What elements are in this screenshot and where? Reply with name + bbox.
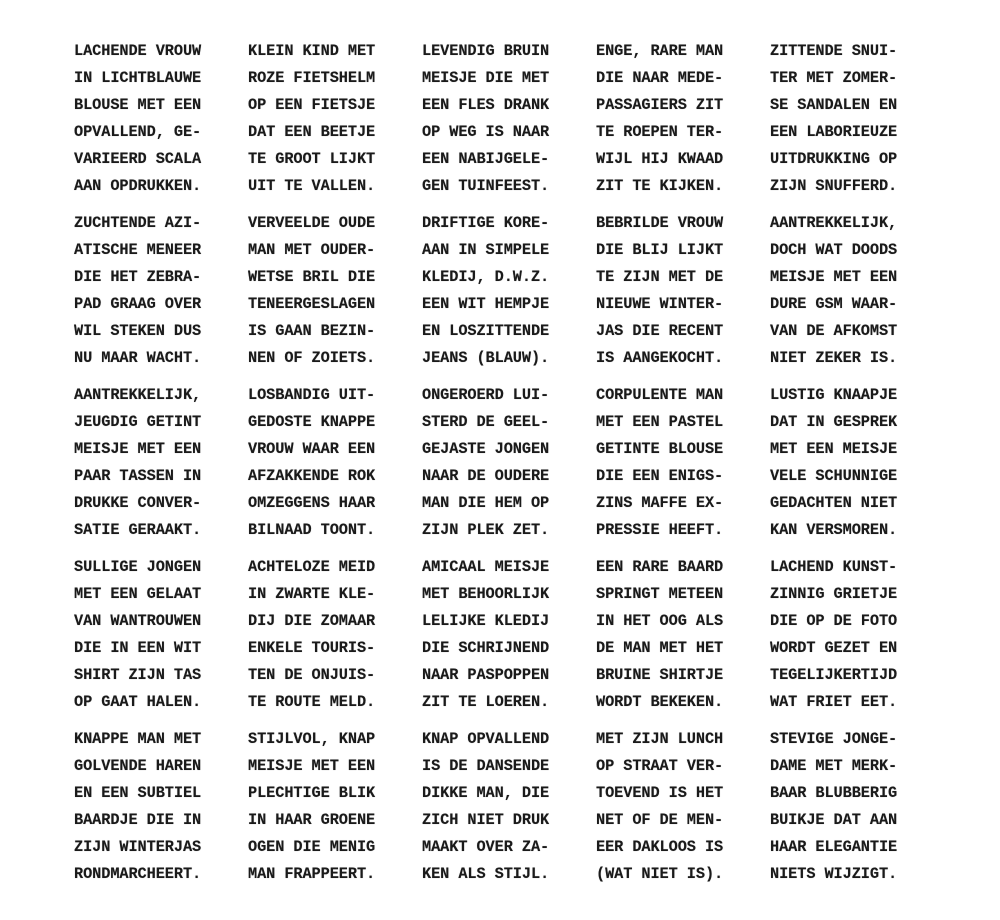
text-line: ZINS MAFFE EX-: [596, 494, 724, 512]
text-line: ZICH NIET DRUK: [422, 811, 550, 829]
text-line: ZIJN SNUFFERD.: [770, 177, 898, 195]
text-line: PAD GRAAG OVER: [74, 295, 202, 313]
text-line: ZIJN WINTERJAS: [74, 838, 202, 856]
text-line: DIE SCHRIJNEND: [422, 639, 550, 657]
text-line: WORDT BEKEKEN.: [596, 693, 724, 711]
text-line: WAT FRIET EET.: [770, 693, 898, 711]
text-block-23: [422, 726, 596, 898]
text-line: MAN MET OUDER-: [248, 241, 376, 259]
text-line: NAAR DE OUDERE: [422, 467, 550, 485]
text-line: TE GROOT LIJKT: [248, 150, 376, 168]
text-line: OGEN DIE MENIG: [248, 838, 376, 856]
text-line: TER MET ZOMER-: [770, 69, 898, 87]
text-line: EEN WIT HEMPJE: [422, 295, 550, 313]
text-block-8: [422, 210, 596, 382]
text-line: DIE OP DE FOTO: [770, 612, 898, 630]
text-line: UIT TE VALLEN.: [248, 177, 376, 195]
text-line: MEISJE MET EEN: [770, 268, 898, 286]
text-block-12: [248, 382, 422, 554]
text-line: BLOUSE MET EEN: [74, 96, 202, 114]
text-line: KNAPPE MAN MET: [74, 730, 202, 748]
text-line: DIE IN EEN WIT: [74, 639, 202, 657]
text-line: TEN DE ONJUIS-: [248, 666, 376, 684]
text-line: PLECHTIGE BLIK: [248, 784, 376, 802]
text-block-9: [596, 210, 770, 382]
text-block-10: [770, 210, 944, 382]
text-line: OP WEG IS NAAR: [422, 123, 550, 141]
text-line: KEN ALS STIJL.: [422, 865, 550, 883]
text-line: PRESSIE HEEFT.: [596, 521, 724, 539]
text-line: AAN IN SIMPELE: [422, 241, 550, 259]
text-line: HAAR ELEGANTIE: [770, 838, 898, 856]
text-line: EEN FLES DRANK: [422, 96, 550, 114]
text-line: TE ROEPEN TER-: [596, 123, 724, 141]
text-line: VROUW WAAR EEN: [248, 440, 376, 458]
text-line: GEDOSTE KNAPPE: [248, 413, 376, 431]
text-line: ZIT TE LOEREN.: [422, 693, 550, 711]
text-line: ENGE, RARE MAN: [596, 42, 724, 60]
text-block-24: [596, 726, 770, 898]
text-line: NIET ZEKER IS.: [770, 349, 898, 367]
text-line: MET EEN GELAAT: [74, 585, 202, 603]
text-line: STERD DE GEEL-: [422, 413, 550, 431]
text-line: NAAR PASPOPPEN: [422, 666, 550, 684]
text-block-7: [248, 210, 422, 382]
text-line: LELIJKE KLEDIJ: [422, 612, 550, 630]
text-line: MAN DIE HEM OP: [422, 494, 550, 512]
text-line: MET EEN PASTEL: [596, 413, 724, 431]
text-line: STIJLVOL, KNAP: [248, 730, 376, 748]
text-line: VAN DE AFKOMST: [770, 322, 898, 340]
text-line: AANTREKKELIJK,: [770, 214, 898, 232]
text-line: NET OF DE MEN-: [596, 811, 724, 829]
text-line: LUSTIG KNAAPJE: [770, 386, 898, 404]
text-line: GEN TUINFEEST.: [422, 177, 550, 195]
text-line: BUIKJE DAT AAN: [770, 811, 898, 829]
text-line: TENEERGESLAGEN: [248, 295, 376, 313]
text-line: AAN OPDRUKKEN.: [74, 177, 202, 195]
text-line: NIEUWE WINTER-: [596, 295, 724, 313]
text-line: KAN VERSMOREN.: [770, 521, 898, 539]
text-line: IS GAAN BEZIN-: [248, 322, 376, 340]
text-line: PASSAGIERS ZIT: [596, 96, 724, 114]
text-block-5: [770, 38, 944, 210]
text-line: IN HAAR GROENE: [248, 811, 376, 829]
text-line: TOEVEND IS HET: [596, 784, 724, 802]
text-block-25: [770, 726, 944, 898]
text-line: ZITTENDE SNUI-: [770, 42, 898, 60]
text-line: DIE NAAR MEDE-: [596, 69, 724, 87]
text-line: DRIFTIGE KORE-: [422, 214, 550, 232]
text-line: VELE SCHUNNIGE: [770, 467, 898, 485]
text-line: CORPULENTE MAN: [596, 386, 724, 404]
text-line: MET BEHOORLIJK: [422, 585, 550, 603]
text-line: SATIE GERAAKT.: [74, 521, 202, 539]
text-line: (WAT NIET IS).: [596, 865, 724, 883]
text-line: ROZE FIETSHELM: [248, 69, 376, 87]
text-line: WETSE BRIL DIE: [248, 268, 376, 286]
text-line: EEN RARE BAARD: [596, 558, 724, 576]
text-line: KLEIN KIND MET: [248, 42, 376, 60]
text-line: BAARDJE DIE IN: [74, 811, 202, 829]
text-line: SE SANDALEN EN: [770, 96, 898, 114]
text-line: SULLIGE JONGEN: [74, 558, 202, 576]
text-line: ACHTELOZE MEID: [248, 558, 376, 576]
text-line: GOLVENDE HAREN: [74, 757, 202, 775]
text-block-1: [74, 38, 248, 210]
text-line: BAAR BLUBBERIG: [770, 784, 898, 802]
text-line: NU MAAR WACHT.: [74, 349, 202, 367]
text-line: OP STRAAT VER-: [596, 757, 724, 775]
text-line: DRUKKE CONVER-: [74, 494, 202, 512]
text-line: BILNAAD TOONT.: [248, 521, 376, 539]
text-line: NIETS WIJZIGT.: [770, 865, 898, 883]
text-line: ZUCHTENDE AZI-: [74, 214, 202, 232]
text-line: DURE GSM WAAR-: [770, 295, 898, 313]
text-line: WIL STEKEN DUS: [74, 322, 202, 340]
text-line: BEBRILDE VROUW: [596, 214, 724, 232]
text-line: OP GAAT HALEN.: [74, 693, 202, 711]
text-line: ONGEROERD LUI-: [422, 386, 550, 404]
text-line: LOSBANDIG UIT-: [248, 386, 376, 404]
text-block-14: [596, 382, 770, 554]
text-block-3: [422, 38, 596, 210]
text-line: DIE HET ZEBRA-: [74, 268, 202, 286]
text-line: DOCH WAT DOODS: [770, 241, 898, 259]
text-line: GEDACHTEN NIET: [770, 494, 898, 512]
text-line: VARIEERD SCALA: [74, 150, 202, 168]
text-line: JEUGDIG GETINT: [74, 413, 202, 431]
text-line: OPVALLEND, GE-: [74, 123, 202, 141]
text-block-2: [248, 38, 422, 210]
text-line: EN LOSZITTENDE: [422, 322, 550, 340]
text-line: EEN LABORIEUZE: [770, 123, 898, 141]
text-line: MET ZIJN LUNCH: [596, 730, 724, 748]
text-line: IN ZWARTE KLE-: [248, 585, 376, 603]
text-block-19: [596, 554, 770, 726]
text-line: DIKKE MAN, DIE: [422, 784, 550, 802]
text-line: IS DE DANSENDE: [422, 757, 550, 775]
text-line: MAAKT OVER ZA-: [422, 838, 550, 856]
text-line: ENKELE TOURIS-: [248, 639, 376, 657]
text-line: MEISJE MET EEN: [74, 440, 202, 458]
text-line: SHIRT ZIJN TAS: [74, 666, 202, 684]
text-block-11: [74, 382, 248, 554]
text-line: EN EEN SUBTIEL: [74, 784, 202, 802]
text-line: AANTREKKELIJK,: [74, 386, 202, 404]
text-line: JEANS (BLAUW).: [422, 349, 550, 367]
text-line: KLEDIJ, D.W.Z.: [422, 268, 550, 286]
text-line: OMZEGGENS HAAR: [248, 494, 376, 512]
text-line: LEVENDIG BRUIN: [422, 42, 550, 60]
text-line: TEGELIJKERTIJD: [770, 666, 898, 684]
text-line: DIJ DIE ZOMAAR: [248, 612, 376, 630]
text-line: MEISJE DIE MET: [422, 69, 550, 87]
text-line: DAT IN GESPREK: [770, 413, 898, 431]
text-line: AMICAAL MEISJE: [422, 558, 550, 576]
text-line: ATISCHE MENEER: [74, 241, 202, 259]
text-line: BRUINE SHIRTJE: [596, 666, 724, 684]
text-block-20: [770, 554, 944, 726]
text-block-18: [422, 554, 596, 726]
text-line: EEN NABIJGELE-: [422, 150, 550, 168]
text-line: LACHENDE VROUW: [74, 42, 202, 60]
text-line: SPRINGT METEEN: [596, 585, 724, 603]
text-block-15: [770, 382, 944, 554]
text-line: WIJL HIJ KWAAD: [596, 150, 724, 168]
text-line: ZIJN PLEK ZET.: [422, 521, 550, 539]
text-line: STEVIGE JONGE-: [770, 730, 898, 748]
text-line: TE ZIJN MET DE: [596, 268, 724, 286]
text-line: MEISJE MET EEN: [248, 757, 376, 775]
text-block-6: [74, 210, 248, 382]
text-line: LACHEND KUNST-: [770, 558, 898, 576]
text-line: GETINTE BLOUSE: [596, 440, 724, 458]
text-line: RONDMARCHEERT.: [74, 865, 202, 883]
text-line: OP EEN FIETSJE: [248, 96, 376, 114]
text-line: ZINNIG GRIETJE: [770, 585, 898, 603]
text-line: NEN OF ZOIETS.: [248, 349, 376, 367]
text-line: DE MAN MET HET: [596, 639, 724, 657]
text-line: DIE BLIJ LIJKT: [596, 241, 724, 259]
text-line: DAT EEN BEETJE: [248, 123, 376, 141]
text-line: DIE EEN ENIGS-: [596, 467, 724, 485]
text-line: IS AANGEKOCHT.: [596, 349, 724, 367]
text-line: UITDRUKKING OP: [770, 150, 898, 168]
text-block-13: [422, 382, 596, 554]
text-line: MET EEN MEISJE: [770, 440, 898, 458]
text-line: IN LICHTBLAUWE: [74, 69, 202, 87]
text-line: ZIT TE KIJKEN.: [596, 177, 724, 195]
text-line: EER DAKLOOS IS: [596, 838, 724, 856]
text-block-16: [74, 554, 248, 726]
text-line: AFZAKKENDE ROK: [248, 467, 376, 485]
text-line: JAS DIE RECENT: [596, 322, 724, 340]
text-line: MAN FRAPPEERT.: [248, 865, 376, 883]
typewritten-page: [74, 38, 944, 898]
text-block-grid: [74, 38, 944, 898]
text-line: VERVEELDE OUDE: [248, 214, 376, 232]
text-block-21: [74, 726, 248, 898]
text-line: IN HET OOG ALS: [596, 612, 724, 630]
text-line: TE ROUTE MELD.: [248, 693, 376, 711]
text-line: KNAP OPVALLEND: [422, 730, 550, 748]
text-line: GEJASTE JONGEN: [422, 440, 550, 458]
text-block-22: [248, 726, 422, 898]
text-block-4: [596, 38, 770, 210]
text-block-17: [248, 554, 422, 726]
text-line: DAME MET MERK-: [770, 757, 898, 775]
text-line: PAAR TASSEN IN: [74, 467, 202, 485]
text-line: VAN WANTROUWEN: [74, 612, 202, 630]
text-line: WORDT GEZET EN: [770, 639, 898, 657]
